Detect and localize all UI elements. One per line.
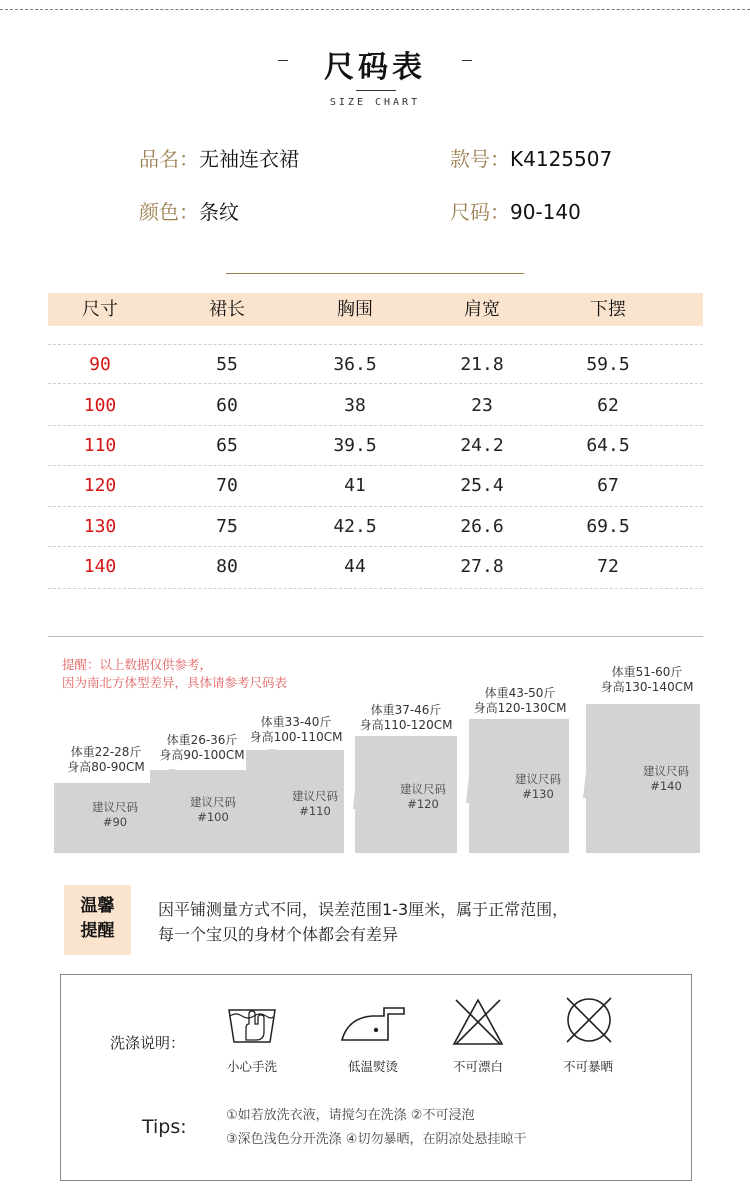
- style-number-value: K4125507: [510, 147, 613, 171]
- table-cell: 27.8: [460, 556, 504, 577]
- kid-info-100: [152, 733, 252, 763]
- kid-height: 身高80-90CM: [67, 760, 145, 774]
- kid-height: 身高120-130CM: [473, 701, 567, 715]
- warm-line-1: 因平铺测量方式不同，误差范围1-3厘米，属于正常范围，: [158, 900, 569, 919]
- table-cell: 39.5: [333, 435, 377, 456]
- notice-line-1: 提醒：以上数据仅供参考，: [62, 657, 213, 672]
- table-cell: 75: [216, 516, 238, 537]
- top-dashed-divider: [0, 9, 750, 10]
- kid-rec-110: [280, 789, 350, 819]
- kid-info-130: [468, 686, 572, 716]
- table-cell: 55: [216, 354, 238, 375]
- table-cell: 60: [216, 395, 238, 416]
- table-cell: 62: [597, 395, 619, 416]
- product-name-label: 品名：: [139, 147, 199, 171]
- table-cell: 21.8: [460, 354, 504, 375]
- kid-height: 身高110-120CM: [359, 718, 453, 732]
- size-range-value: 90-140: [510, 200, 581, 224]
- kid-rec-100: [178, 795, 248, 825]
- table-cell: 65: [216, 435, 238, 456]
- table-cell: 64.5: [586, 435, 630, 456]
- table-cell-size: 110: [83, 435, 117, 456]
- hand-wash-icon: [226, 1000, 278, 1048]
- page-title: 尺码表: [324, 50, 426, 85]
- table-cell: 23: [471, 395, 493, 416]
- size-range-row: [450, 196, 581, 225]
- table-cell: 24.2: [460, 435, 504, 456]
- row-divider: [48, 506, 703, 507]
- kid-rec-130: [503, 772, 573, 802]
- table-cell-size: 100: [83, 395, 117, 416]
- row-divider: [48, 383, 703, 384]
- table-cell: 72: [597, 556, 619, 577]
- section-divider: [48, 636, 703, 637]
- table-cell: 67: [597, 475, 619, 496]
- care-label-hand-wash: 小心手洗: [226, 1059, 277, 1074]
- kid-height: 身高130-140CM: [600, 680, 694, 694]
- table-cell: 44: [344, 556, 366, 577]
- warm-line-2: 每一个宝贝的身材个体都会有差异: [158, 925, 399, 944]
- kid-rec-label: 建议尺码: [190, 795, 236, 809]
- table-cell: 38: [344, 395, 366, 416]
- care-label-low-iron: 低温熨烫: [347, 1059, 398, 1074]
- kid-rec-label: 建议尺码: [515, 772, 561, 786]
- table-cell: 42.5: [333, 516, 377, 537]
- kid-height: 身高90-100CM: [159, 748, 245, 762]
- kid-info-120: [354, 703, 458, 733]
- kid-rec-size: #140: [650, 779, 682, 793]
- row-divider: [48, 425, 703, 426]
- col-header-size: 尺寸: [82, 299, 118, 320]
- kid-info-90: [58, 745, 154, 775]
- tips-line-1: ①如若放洗衣液，请搅匀在洗涤 ②不可浸泡: [226, 1108, 475, 1123]
- table-cell: 70: [216, 475, 238, 496]
- col-header-shoulder: 肩宽: [464, 299, 500, 320]
- kid-height: 身高100-110CM: [249, 730, 343, 744]
- page-subtitle: SIZE CHART: [329, 97, 421, 108]
- title-deco-right: [462, 60, 472, 61]
- table-cell-size: 130: [83, 516, 117, 537]
- table-cell-size: 120: [83, 475, 117, 496]
- table-cell: 59.5: [586, 354, 630, 375]
- title-underline: [356, 90, 396, 91]
- col-header-length: 裙长: [209, 299, 245, 320]
- col-header-chest: 胸围: [337, 299, 373, 320]
- kid-rec-120: [388, 782, 458, 812]
- kid-weight: 体重22-28斤: [70, 745, 142, 759]
- size-range-label: 尺码：: [450, 200, 510, 224]
- kid-rec-size: #90: [102, 815, 128, 829]
- tips-line-2: ③深色浅色分开洗涤 ④切勿暴晒，在阴凉处悬挂晾干: [226, 1132, 527, 1147]
- product-name-value: 无袖连衣裙: [199, 147, 299, 171]
- table-cell: 41: [344, 475, 366, 496]
- style-number-label: 款号：: [450, 147, 510, 171]
- product-name-row: [139, 143, 299, 172]
- care-title: 洗涤说明：: [110, 1034, 186, 1052]
- kid-rec-size: #100: [197, 810, 229, 824]
- warm-reminder-title: [64, 894, 131, 944]
- table-cell: 25.4: [460, 475, 504, 496]
- table-cell: 80: [216, 556, 238, 577]
- kid-weight: 体重33-40斤: [260, 715, 332, 729]
- kid-rec-label: 建议尺码: [292, 789, 338, 803]
- color-label: 颜色：: [139, 200, 199, 224]
- col-header-hem: 下摆: [590, 299, 626, 320]
- table-cell: 36.5: [333, 354, 377, 375]
- kid-weight: 体重37-46斤: [370, 703, 442, 717]
- color-row: [139, 196, 239, 225]
- care-label-no-sun-dry: 不可暴晒: [562, 1059, 613, 1074]
- info-divider: [226, 273, 524, 274]
- kid-rec-label: 建议尺码: [400, 782, 446, 796]
- kid-info-110: [244, 715, 348, 745]
- kid-weight: 体重26-36斤: [166, 733, 238, 747]
- table-cell-size: 140: [83, 556, 117, 577]
- table-cell: 26.6: [460, 516, 504, 537]
- table-cell-size: 90: [89, 354, 111, 375]
- kid-rec-label: 建议尺码: [643, 764, 689, 778]
- notice-line-2: 因为南北方体型差异，具体请参考尺码表: [62, 675, 288, 690]
- kid-weight: 体重51-60斤: [611, 665, 683, 679]
- care-label-no-bleach: 不可漂白: [452, 1059, 503, 1074]
- kid-weight: 体重43-50斤: [484, 686, 556, 700]
- kid-rec-size: #130: [522, 787, 554, 801]
- no-tumble-dry-icon: [563, 994, 615, 1046]
- warm-reminder-text: [158, 897, 568, 947]
- kid-rec-size: #120: [407, 797, 439, 811]
- kid-rec-140: [631, 764, 701, 794]
- row-divider: [48, 465, 703, 466]
- style-number-row: [450, 143, 612, 172]
- tips-label: Tips:: [142, 1116, 187, 1138]
- no-bleach-icon: [452, 996, 504, 1048]
- warm-title-line-1: 温馨: [80, 896, 115, 916]
- low-iron-icon: [338, 1004, 410, 1044]
- kid-rec-size: #110: [299, 804, 331, 818]
- kid-rec-90: [80, 800, 150, 830]
- row-divider: [48, 546, 703, 547]
- kid-info-140: [594, 665, 700, 695]
- table-cell: 69.5: [586, 516, 630, 537]
- row-divider: [48, 344, 703, 345]
- kid-rec-label: 建议尺码: [92, 800, 138, 814]
- color-value: 条纹: [199, 200, 239, 224]
- row-divider: [48, 588, 703, 589]
- warm-title-line-2: 提醒: [80, 921, 115, 941]
